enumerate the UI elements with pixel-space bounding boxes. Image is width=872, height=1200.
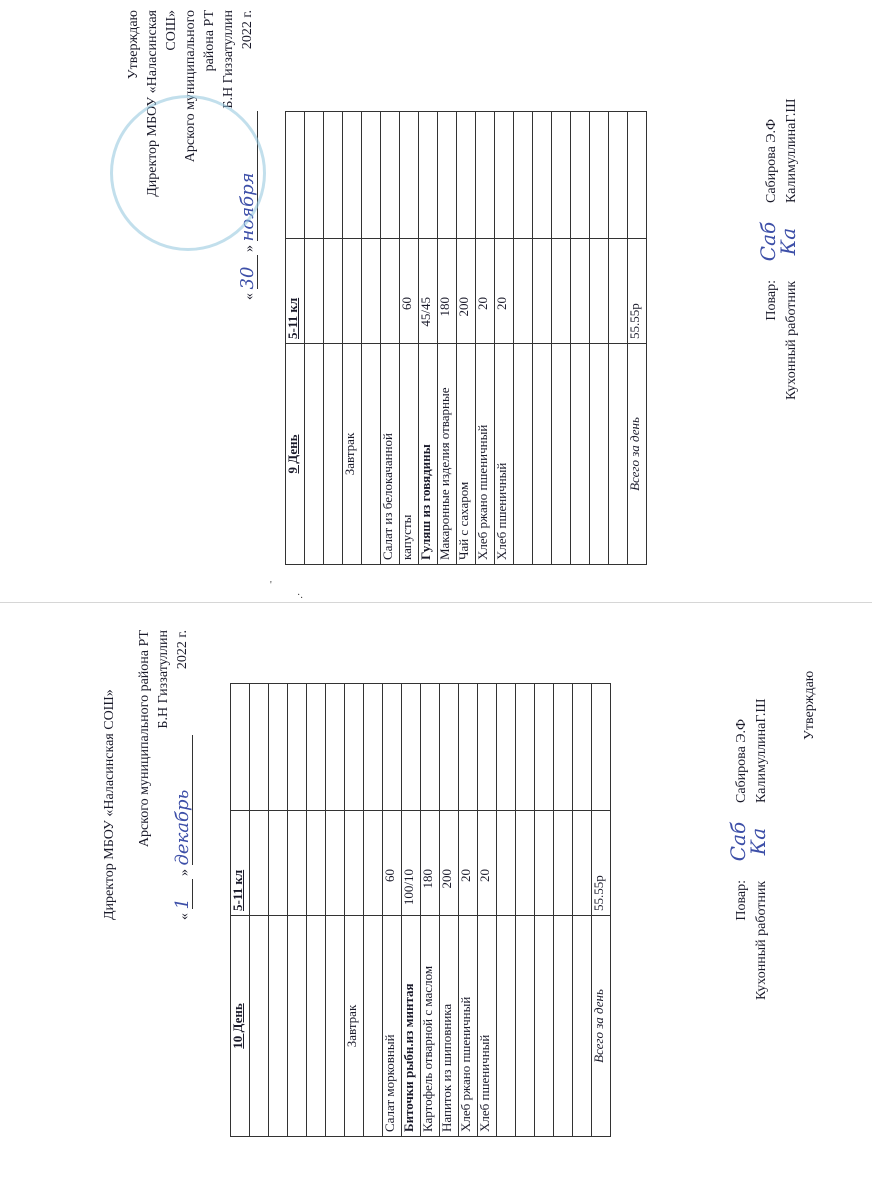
- table-row: [554, 684, 573, 1137]
- menu-item-qty: 20: [458, 869, 473, 882]
- table-row: [381, 112, 400, 565]
- page-fold-line: [0, 602, 872, 603]
- table-row: [478, 684, 497, 1137]
- menu-item-name: Биточки рыбн.из минтая: [402, 916, 421, 1137]
- table-row: [269, 684, 288, 1137]
- day10-header-row: [231, 684, 250, 1137]
- day10-total-row: [592, 684, 611, 1137]
- day9-approval-line3: Арского муниципального: [183, 10, 198, 163]
- day9-total-label: Всего за день: [628, 344, 647, 565]
- day10-date-month: декабрь: [173, 736, 193, 866]
- day10-worker-name: КалимуллинаГ.Ш: [754, 698, 769, 803]
- table-row: [459, 684, 478, 1137]
- day10-menu-table: [230, 683, 611, 1137]
- table-row: [516, 684, 535, 1137]
- day9-round-stamp: [110, 95, 266, 251]
- day9-section-label: Завтрак: [343, 344, 362, 565]
- table-row: [362, 112, 381, 565]
- menu-item-name: Хлеб ржано пшеничный: [476, 344, 495, 565]
- day9-approval-line4: района РТ: [202, 10, 217, 72]
- day10-footer-approve: [800, 640, 819, 740]
- menu-item-qty: 20: [475, 297, 490, 310]
- day10-signature-block: [726, 660, 770, 1000]
- table-row: [400, 112, 419, 565]
- table-row: [402, 684, 421, 1137]
- table-row: [438, 112, 457, 565]
- day9-total-row: [628, 112, 647, 565]
- table-row: [324, 112, 343, 565]
- menu-item-name: Чай с сахаром: [457, 344, 476, 565]
- day10-date-open: «: [177, 913, 192, 920]
- day10-approval-line1: Директор МБОУ «Наласинская СОШ»: [102, 689, 117, 920]
- day9-cook-name: Сабирова Э.Ф: [764, 118, 779, 203]
- menu-item-qty: 180: [437, 297, 452, 317]
- day10-approval-line2: Арского муниципального района РТ: [137, 630, 152, 848]
- table-row: [476, 112, 495, 565]
- day9-grade-label: 5-11 кл: [286, 239, 305, 344]
- scan-speck: ': [270, 580, 272, 591]
- day10-day-label: 10 День: [231, 916, 250, 1137]
- table-row: [364, 684, 383, 1137]
- menu-item-name: Хлеб пшеничный: [478, 916, 497, 1137]
- table-row: [573, 684, 592, 1137]
- day9-approval-line2: СОШ»: [164, 10, 179, 51]
- menu-item-name: Салат из белокачанной: [381, 344, 400, 565]
- table-row: [307, 684, 326, 1137]
- day10-section-label: Завтрак: [345, 916, 364, 1137]
- table-row: [533, 112, 552, 565]
- cook-signature: Саб: [726, 821, 750, 862]
- day10-cook-name: Сабирова Э.Ф: [734, 718, 749, 803]
- day9-header-row: [286, 112, 305, 565]
- table-row: [495, 112, 514, 565]
- day9-section-row: [343, 112, 362, 565]
- day10-total-value: 55.55р: [592, 811, 611, 916]
- menu-item-name: Салат морковный: [383, 916, 402, 1137]
- day9-date-year: 2022 г.: [240, 10, 255, 50]
- day9-signature-block: [756, 60, 800, 400]
- menu-item-name: Напиток из шиповника: [440, 916, 459, 1137]
- menu-item-name: Макаронные изделия отварные: [438, 344, 457, 565]
- worker-signature: Ка: [776, 227, 800, 256]
- day9-approval-line1: Директор МБОУ «Наласинская: [145, 10, 160, 197]
- table-row: [250, 684, 269, 1137]
- menu-item-name: Гуляш из говядины: [419, 344, 438, 565]
- day10-section-row: [345, 684, 364, 1137]
- table-row: [305, 112, 324, 565]
- menu-item-qty: 20: [477, 869, 492, 882]
- table-row: [440, 684, 459, 1137]
- day9-date-month: ноября: [238, 112, 258, 242]
- day10-approval-date: [173, 630, 194, 920]
- day9-date-close: »: [242, 245, 257, 252]
- table-row: [552, 112, 571, 565]
- table-row: [288, 684, 307, 1137]
- day10-worker-label: Кухонный работник: [754, 880, 769, 1000]
- menu-item-qty: 60: [399, 297, 414, 310]
- menu-item-name: капусты: [400, 344, 419, 565]
- day9-approval-line5: Б.Н Гиззатуллин: [221, 10, 236, 109]
- table-row: [457, 112, 476, 565]
- table-row: [419, 112, 438, 565]
- day10-cook-label: Повар:: [734, 880, 749, 921]
- menu-item-qty: 45/45: [418, 297, 433, 327]
- day10-date-year: 2022 г.: [175, 630, 190, 670]
- day9-total-value: 55.55р: [628, 239, 647, 344]
- worker-signature: Ка: [746, 827, 770, 856]
- day9-menu-table: [285, 111, 647, 565]
- day9-date-open: «: [242, 293, 257, 300]
- scan-speck: ·.: [297, 590, 303, 601]
- day9-cook-label: Повар:: [764, 280, 779, 321]
- menu-item-name: Картофель отварной с маслом: [421, 916, 440, 1137]
- day9-date-day: 30: [238, 256, 258, 290]
- day10-date-close: »: [177, 869, 192, 876]
- table-row: [497, 684, 516, 1137]
- day10-grade-label: 5-11 кл: [231, 811, 250, 916]
- table-row: [326, 684, 345, 1137]
- table-row: [535, 684, 554, 1137]
- day10-total-label: Всего за день: [592, 916, 611, 1137]
- cook-signature: Саб: [756, 221, 780, 262]
- table-row: [514, 112, 533, 565]
- table-row: [609, 112, 628, 565]
- day9-header-empty: [286, 112, 305, 239]
- day10-footer-text: Утверждаю: [802, 670, 817, 740]
- menu-item-qty: 200: [439, 869, 454, 889]
- day9-approval-title: Утверждаю: [126, 10, 141, 80]
- table-row: [383, 684, 402, 1137]
- menu-item-name: Хлеб ржано пшеничный: [459, 916, 478, 1137]
- table-row: [571, 112, 590, 565]
- menu-item-name: Хлеб пшеничный: [495, 344, 514, 565]
- day9-worker-name: КалимуллинаГ.Ш: [784, 98, 799, 203]
- menu-item-qty: 60: [382, 869, 397, 882]
- table-row: [590, 112, 609, 565]
- day10-approval-line3: Б.Н Гиззатуллин: [156, 630, 171, 729]
- day10-menu-table-wrap: [230, 683, 611, 1137]
- day10-date-day: 1: [173, 880, 193, 910]
- menu-item-qty: 200: [456, 297, 471, 317]
- day10-approval-block: [100, 630, 194, 920]
- menu-item-qty: 20: [494, 297, 509, 310]
- day9-worker-label: Кухонный работник: [784, 280, 799, 400]
- day9-menu-table-wrap: [285, 111, 647, 565]
- menu-item-qty: 100/10: [401, 869, 416, 906]
- table-row: [421, 684, 440, 1137]
- menu-item-qty: 180: [420, 869, 435, 889]
- day9-day-label: 9 День: [286, 344, 305, 565]
